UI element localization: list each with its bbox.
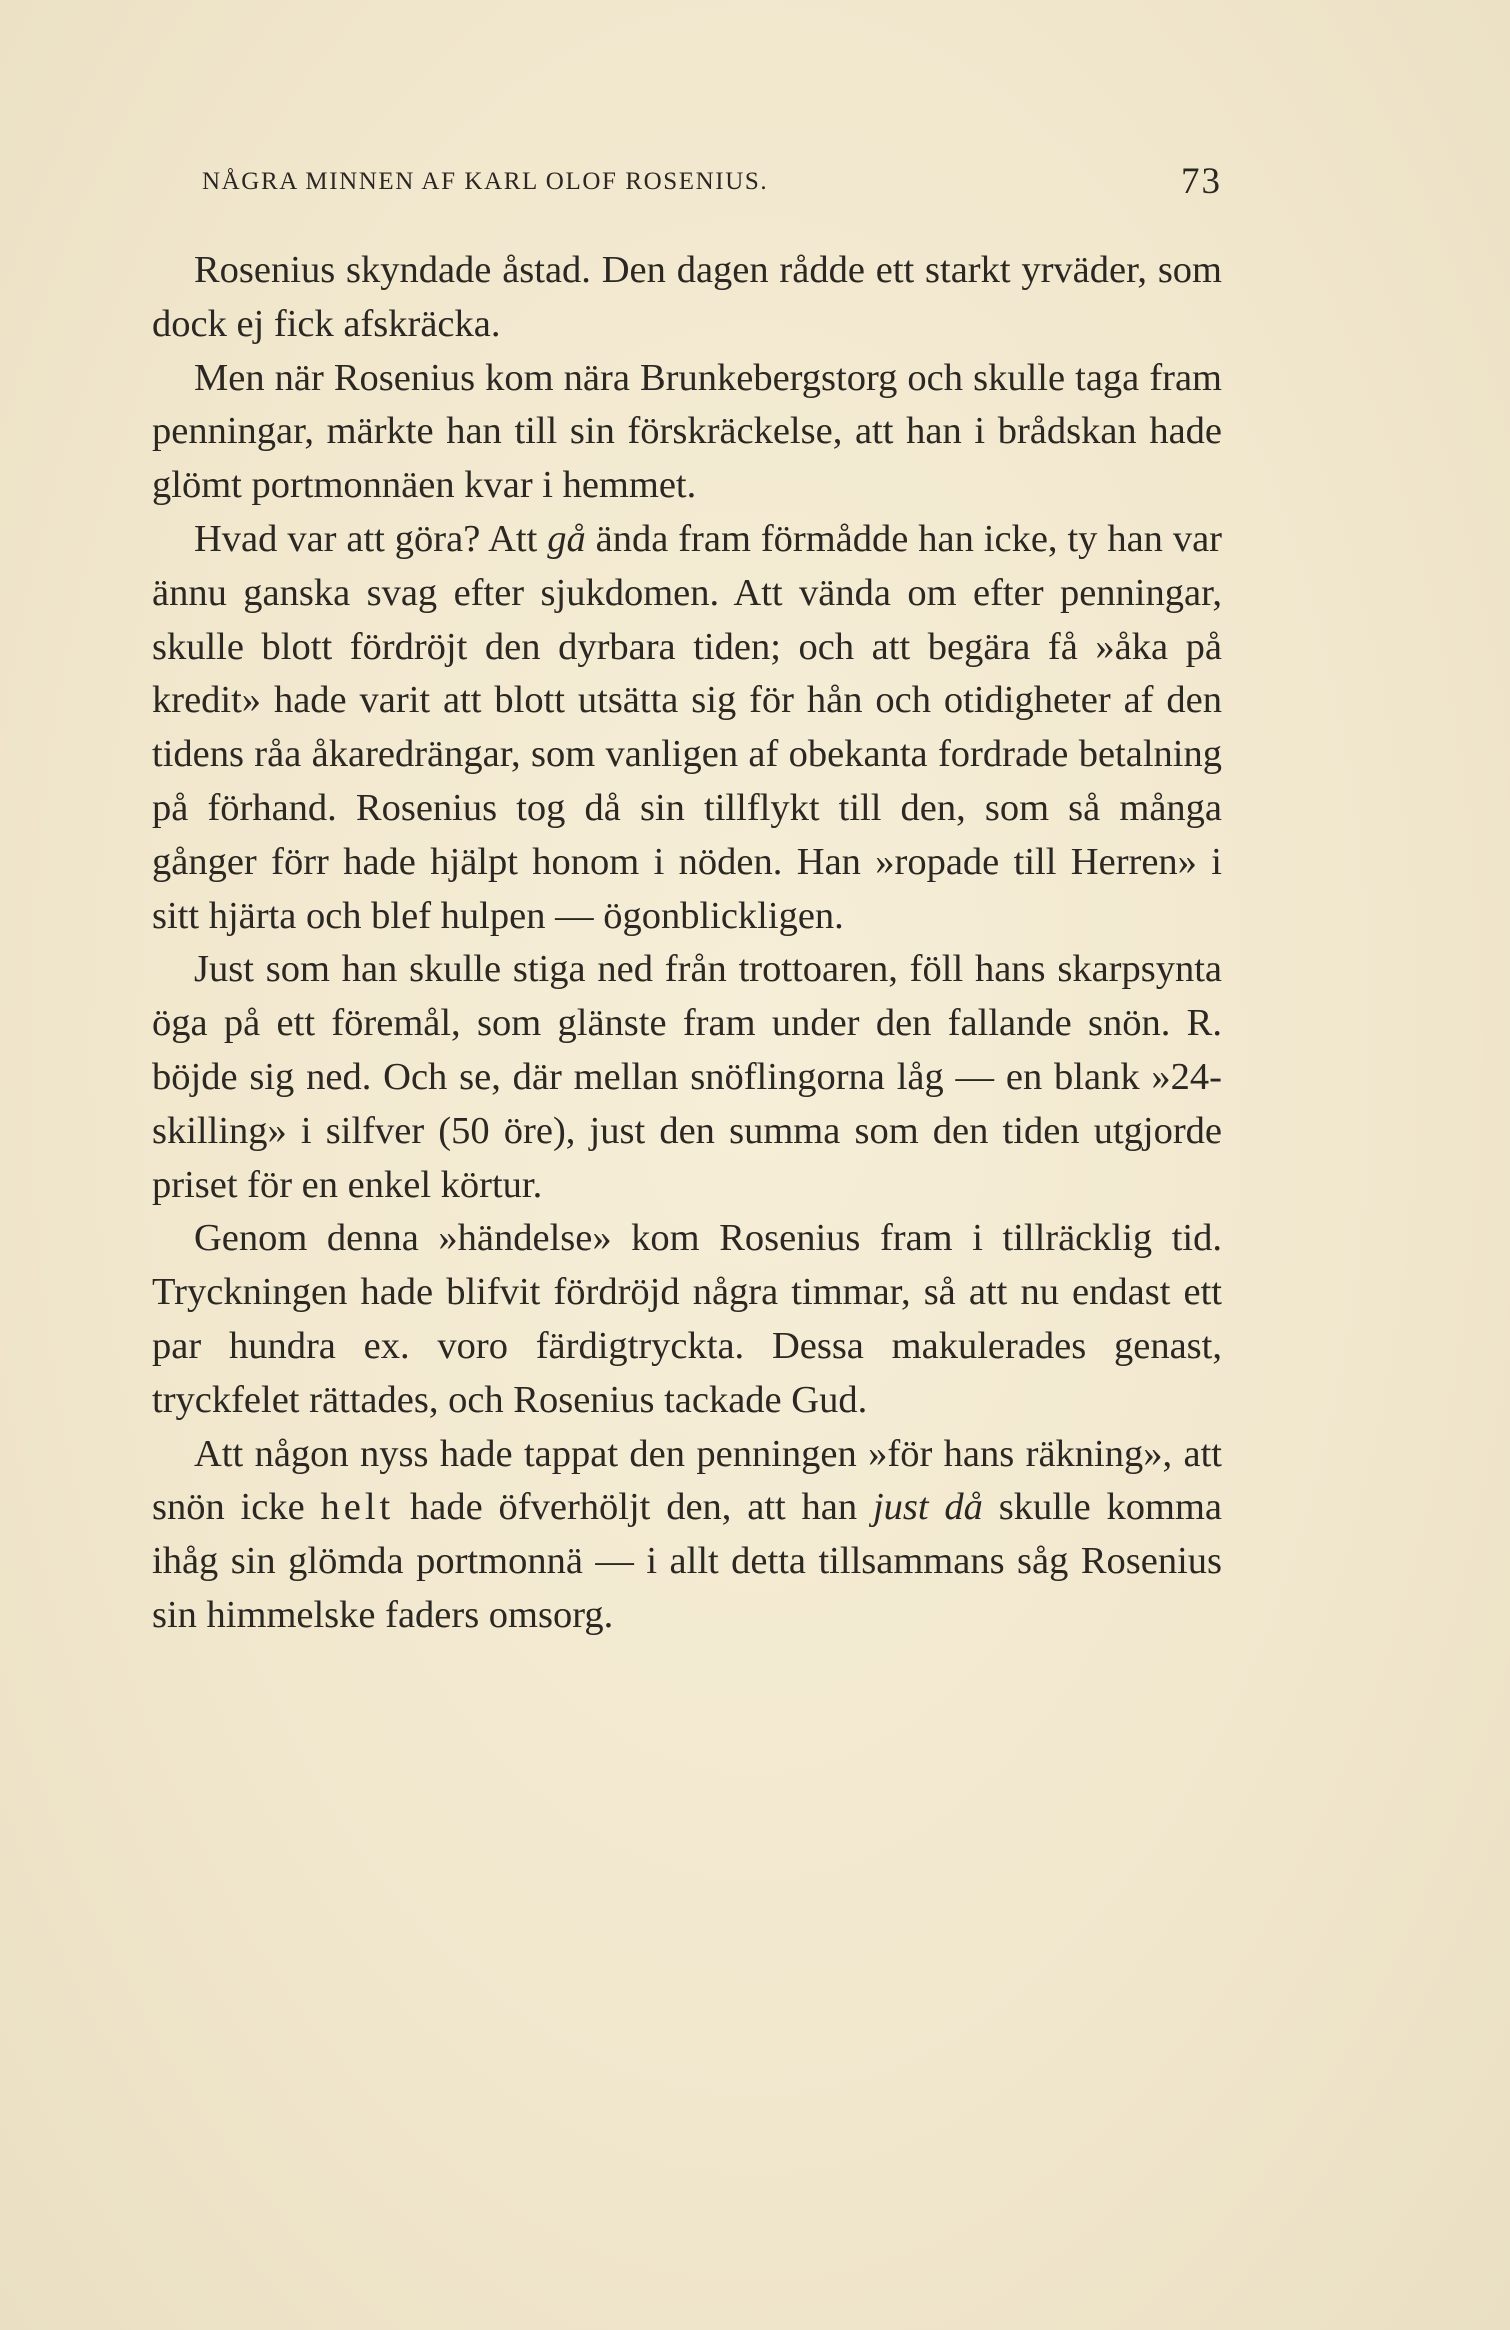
text-run: skulle komma ihåg sin glömda portmonnä — i allt detta tillsammans såg Rosenius sin himmelske faders omsorg. [152,1486,1222,1636]
body-text [152,244,1222,1643]
paragraph: Genom denna »händelse» kom Rosenius fram i tillräcklig tid. Tryckningen hade blifvit fördröjd några timmar, så att nu endast ett par hundra ex. voro färdigtryckta. Dessa makulerades genast, tryckfelet rättades, och Rosenius tackade Gud. [152,1217,1222,1421]
page-number: 73 [1181,161,1222,202]
running-header [152,160,1222,204]
text-run: Hvad var att göra? Att [194,517,548,560]
italic-text: gå [547,517,586,560]
paragraph: Rosenius skyndade åstad. Den dagen rådde ett starkt yrväder, som dock ej fick afskräcka. [152,249,1222,345]
paragraph [152,513,1222,943]
italic-text: just då [872,1486,983,1529]
text-block [152,160,1222,1643]
text-run: ända fram förmådde han icke, ty han var ännu ganska svag efter sjukdomen. Att vända om efter penningar, skulle blott fördröjt den dyrbara tiden; och att begära få »åka på kredit» hade varit att blott utsätta sig för hån och otidigheter af den tidens råa åkaredrängar, som vanligen af obekanta fordrade betalning på förhand. Rosenius tog då sin tillflykt till den, som så många gånger förr hade hjälpt honom i nöden. Han »ropade till Herren» i sitt hjärta och blef hulpen — ögonblickligen. [152,517,1222,937]
running-title: NÅGRA MINNEN AF KARL OLOF ROSENIUS. [202,168,769,195]
paragraph: Men när Rosenius kom nära Brunkebergstorg och skulle taga fram penningar, märkte han till sin förskräckelse, att han i brådskan hade glömt portmonnäen kvar i hemmet. [152,356,1222,507]
paragraph [152,1428,1222,1643]
text-run: hade öfverhöljt den, att han [394,1486,873,1529]
text-run: Att någon nyss hade tappat den penningen »för hans räkning», att snön icke [152,1432,1222,1529]
spaced-text: helt [320,1486,395,1529]
paragraph: Just som han skulle stiga ned från trottoaren, föll hans skarpsynta öga på ett föremål, som glänste fram under den fallande snön. R. böjde sig ned. Och se, där mellan snöflingorna låg — en blank »24-skilling» i silfver (50 öre), just den summa som den tiden utgjorde priset för en enkel körtur. [152,948,1222,1206]
